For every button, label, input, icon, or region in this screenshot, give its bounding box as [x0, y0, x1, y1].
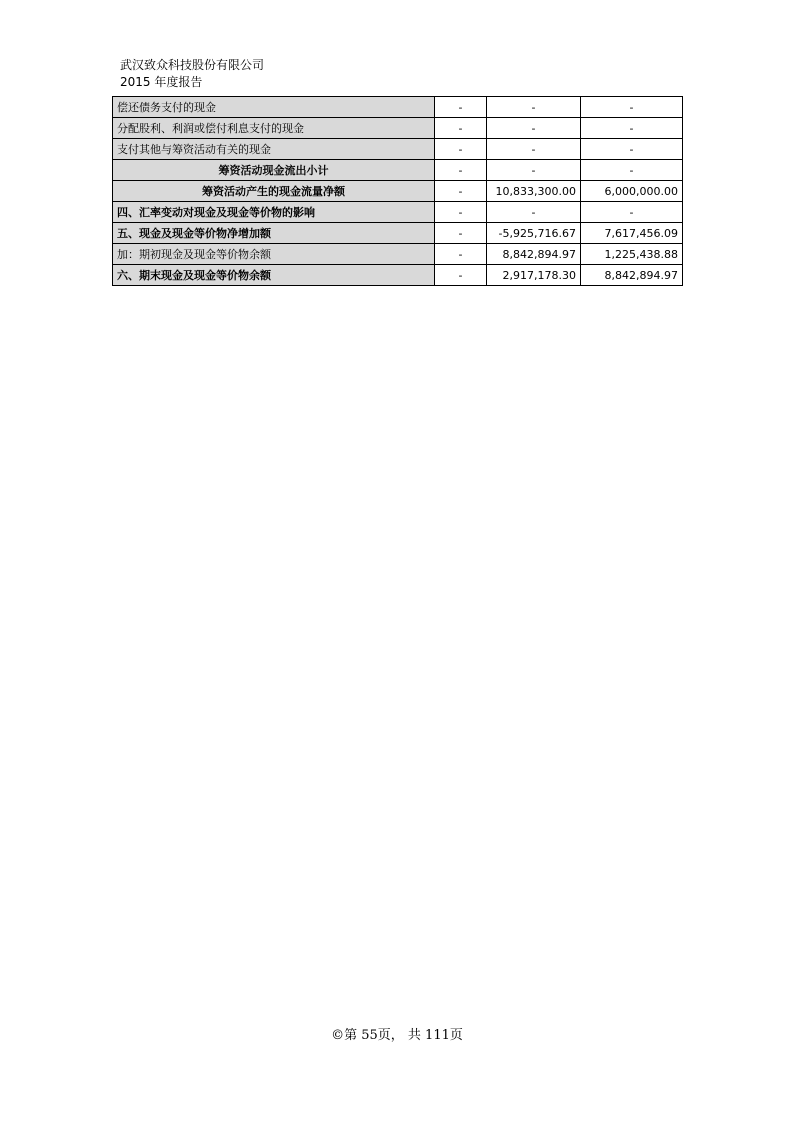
row-label: 筹资活动产生的现金流量净额 [113, 181, 435, 202]
cell-col2: - [487, 202, 581, 223]
cell-col2: 2,917,178.30 [487, 265, 581, 286]
cell-col2: 10,833,300.00 [487, 181, 581, 202]
company-name: 武汉致众科技股份有限公司 [120, 58, 265, 72]
cash-flow-table [112, 96, 683, 286]
cell-col1: - [435, 244, 487, 265]
cell-col2: - [487, 160, 581, 181]
cell-col1: - [435, 160, 487, 181]
document-header [120, 57, 264, 91]
table-row [113, 139, 683, 160]
table-row [113, 181, 683, 202]
report-title: 2015 年度报告 [120, 75, 203, 89]
cell-col1: - [435, 202, 487, 223]
cell-col3: - [581, 139, 683, 160]
cell-col1: - [435, 139, 487, 160]
cell-col3: 7,617,456.09 [581, 223, 683, 244]
row-label: 五、现金及现金等价物净增加额 [113, 223, 435, 244]
cell-col2: -5,925,716.67 [487, 223, 581, 244]
cell-col1: - [435, 223, 487, 244]
row-label: 筹资活动现金流出小计 [113, 160, 435, 181]
cell-col2: - [487, 139, 581, 160]
table-row [113, 244, 683, 265]
row-label: 分配股利、利润或偿付利息支付的现金 [113, 118, 435, 139]
cell-col2: - [487, 118, 581, 139]
row-label: 偿还债务支付的现金 [113, 97, 435, 118]
cell-col2: - [487, 97, 581, 118]
cell-col3: - [581, 118, 683, 139]
table-row [113, 97, 683, 118]
cell-col3: - [581, 160, 683, 181]
table-row [113, 202, 683, 223]
table-row [113, 265, 683, 286]
cell-col1: - [435, 265, 487, 286]
cell-col3: 1,225,438.88 [581, 244, 683, 265]
table-row [113, 223, 683, 244]
cell-col3: - [581, 97, 683, 118]
row-label: 四、汇率变动对现金及现金等价物的影响 [113, 202, 435, 223]
cell-col2: 8,842,894.97 [487, 244, 581, 265]
row-label: 六、期末现金及现金等价物余额 [113, 265, 435, 286]
cell-col3: 6,000,000.00 [581, 181, 683, 202]
row-label: 支付其他与筹资活动有关的现金 [113, 139, 435, 160]
cell-col3: 8,842,894.97 [581, 265, 683, 286]
cell-col1: - [435, 97, 487, 118]
row-label: 加：期初现金及现金等价物余额 [113, 244, 435, 265]
table-row [113, 118, 683, 139]
cell-col1: - [435, 181, 487, 202]
table-row [113, 160, 683, 181]
cell-col1: - [435, 118, 487, 139]
page-number: ©第 55页， 共 111页 [331, 1028, 463, 1043]
cell-col3: - [581, 202, 683, 223]
